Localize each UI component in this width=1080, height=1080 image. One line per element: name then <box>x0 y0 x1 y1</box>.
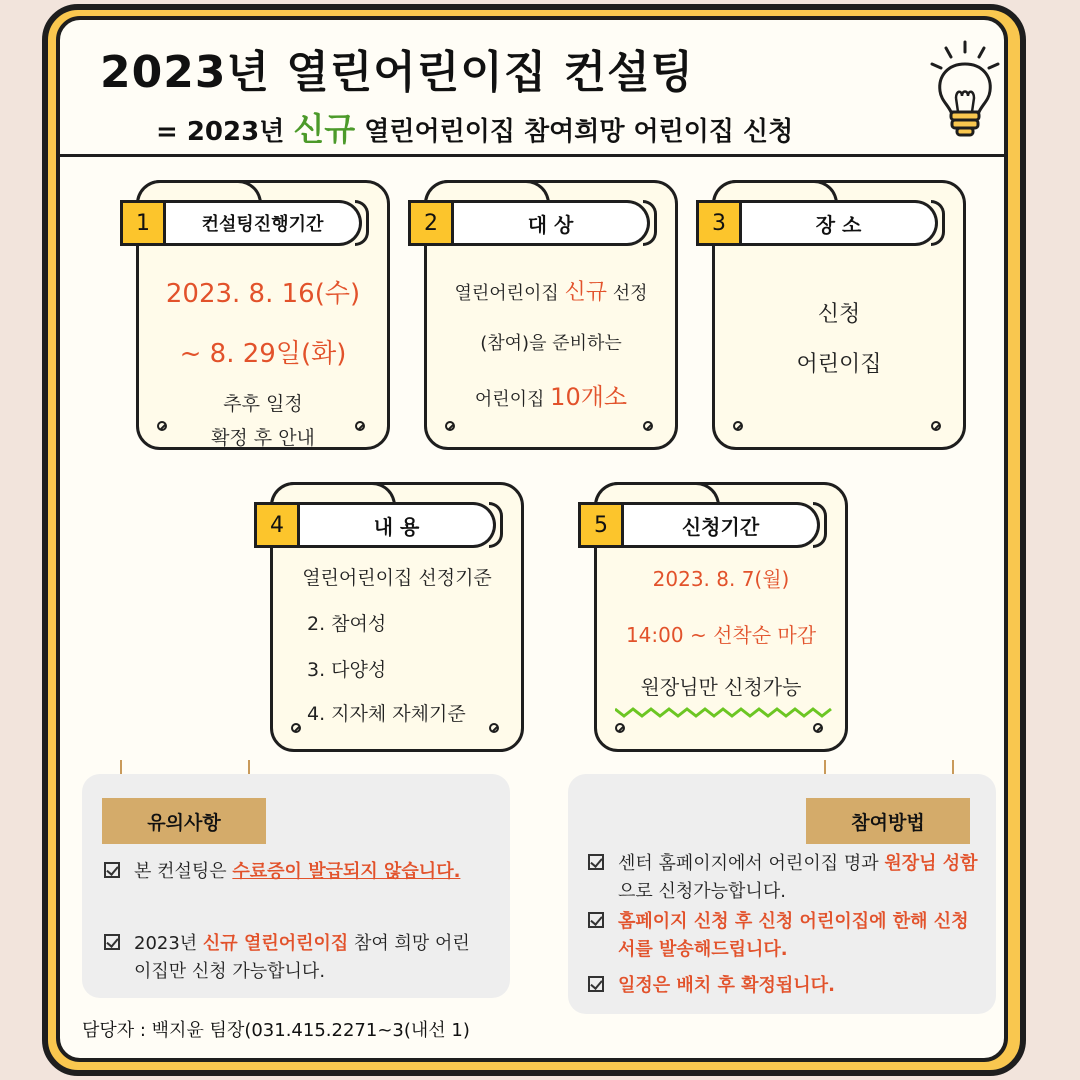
notes-item <box>104 858 476 886</box>
period-start-date: 2023. 8. 16(수) <box>165 279 361 309</box>
content-line-4: 4. 지자체 자체기준 <box>307 703 466 725</box>
notes-tag: 유의사항 <box>102 798 266 844</box>
target-line-3-prefix: 어린이집 <box>474 389 551 410</box>
zigzag-decoration <box>615 705 833 719</box>
header <box>60 20 1004 157</box>
checkbox-icon <box>588 854 604 870</box>
card-label: 내 용 <box>300 502 496 548</box>
method-item-2-highlight: 홈페이지 신청 후 신청 어린이집에 한해 신청서를 발송해드립니다. <box>618 911 969 960</box>
checkbox-icon <box>104 862 120 878</box>
target-line-1-suffix: 선정 <box>607 283 648 304</box>
target-line-2: (참여)을 준비하는 <box>480 333 622 354</box>
card-number: 1 <box>120 200 166 246</box>
period-note-2: 확정 후 안내 <box>211 427 315 449</box>
method-item-1-highlight: 원장님 성함 <box>884 853 978 874</box>
screw-icon <box>445 421 455 431</box>
card-label: 컨설팅진행기간 <box>166 200 362 246</box>
card-number: 3 <box>696 200 742 246</box>
period-end-date: ~ 8. 29일(화) <box>179 339 347 369</box>
method-item-1-prefix: 센터 홈페이지에서 어린이집 명과 <box>618 853 885 874</box>
application-note: 원장님만 신청가능 <box>640 675 802 699</box>
application-date: 2023. 8. 7(월) <box>652 567 790 591</box>
notes-item-2-prefix: 2023년 <box>134 933 203 954</box>
target-line-3-highlight: 10개소 <box>550 383 628 411</box>
method-tag: 참여방법 <box>806 798 970 844</box>
checkbox-icon <box>588 976 604 992</box>
poster <box>56 16 1008 1062</box>
method-item-text <box>618 850 982 906</box>
method-item <box>588 972 982 1000</box>
notes-item-2-suffix: 참여 희망 어린이집만 신청 가능합니다. <box>134 933 470 982</box>
subtitle-prefix: = 2023년 <box>156 117 294 147</box>
checkbox-icon <box>588 912 604 928</box>
page-subtitle <box>156 104 793 150</box>
checkbox-icon <box>104 934 120 950</box>
notes-item-1-prefix: 본 컨설팅은 <box>134 861 233 882</box>
target-line-1 <box>427 275 675 306</box>
content-line-3: 3. 다양성 <box>307 659 387 681</box>
screw-icon <box>733 421 743 431</box>
card-label: 장 소 <box>742 200 938 246</box>
screw-icon <box>931 421 941 431</box>
notes-item-text <box>134 930 476 986</box>
content-line-1: 열린어린이집 선정기준 <box>302 567 492 589</box>
method-item-3-highlight: 일정은 배치 후 확정됩니다. <box>618 975 835 996</box>
card-label: 대 상 <box>454 200 650 246</box>
card-number: 2 <box>408 200 454 246</box>
period-note-1: 추후 일정 <box>223 393 303 415</box>
subtitle-highlight: 신규 <box>293 110 356 148</box>
location-line-1: 신청 <box>817 302 861 327</box>
notes-item <box>104 930 476 986</box>
location-line-2: 어린이집 <box>796 352 882 377</box>
contact-info: 담당자 : 백지윤 팀장(031.415.2271~3(내선 1) <box>82 1020 470 1041</box>
target-line-3 <box>427 377 675 412</box>
screw-icon <box>615 723 625 733</box>
notes-item-text <box>134 858 460 886</box>
target-line-1-prefix: 열린어린이집 <box>454 283 565 304</box>
card-label: 신청기간 <box>624 502 820 548</box>
method-item <box>588 908 982 964</box>
notes-item-2-highlight: 신규 열린어린이집 <box>202 933 349 954</box>
card-number: 5 <box>578 502 624 548</box>
method-item-text <box>618 972 835 1000</box>
page-title: 2023년 열린어린이집 컨설팅 <box>100 47 695 98</box>
lightbulb-icon <box>926 38 1004 142</box>
application-time: 14:00 ~ 선착순 마감 <box>625 623 817 647</box>
method-item-text <box>618 908 982 964</box>
method-item <box>588 850 982 906</box>
screw-icon <box>643 421 653 431</box>
target-line-1-highlight: 신규 <box>564 280 608 305</box>
card-number: 4 <box>254 502 300 548</box>
subtitle-suffix: 열린어린이집 참여희망 어린이집 신청 <box>355 117 794 147</box>
content-line-2: 2. 참여성 <box>307 613 387 635</box>
notes-item-1-highlight: 수료증이 발급되지 않습니다. <box>232 861 461 882</box>
method-item-1-suffix: 으로 신청가능합니다. <box>618 881 786 902</box>
screw-icon <box>813 723 823 733</box>
